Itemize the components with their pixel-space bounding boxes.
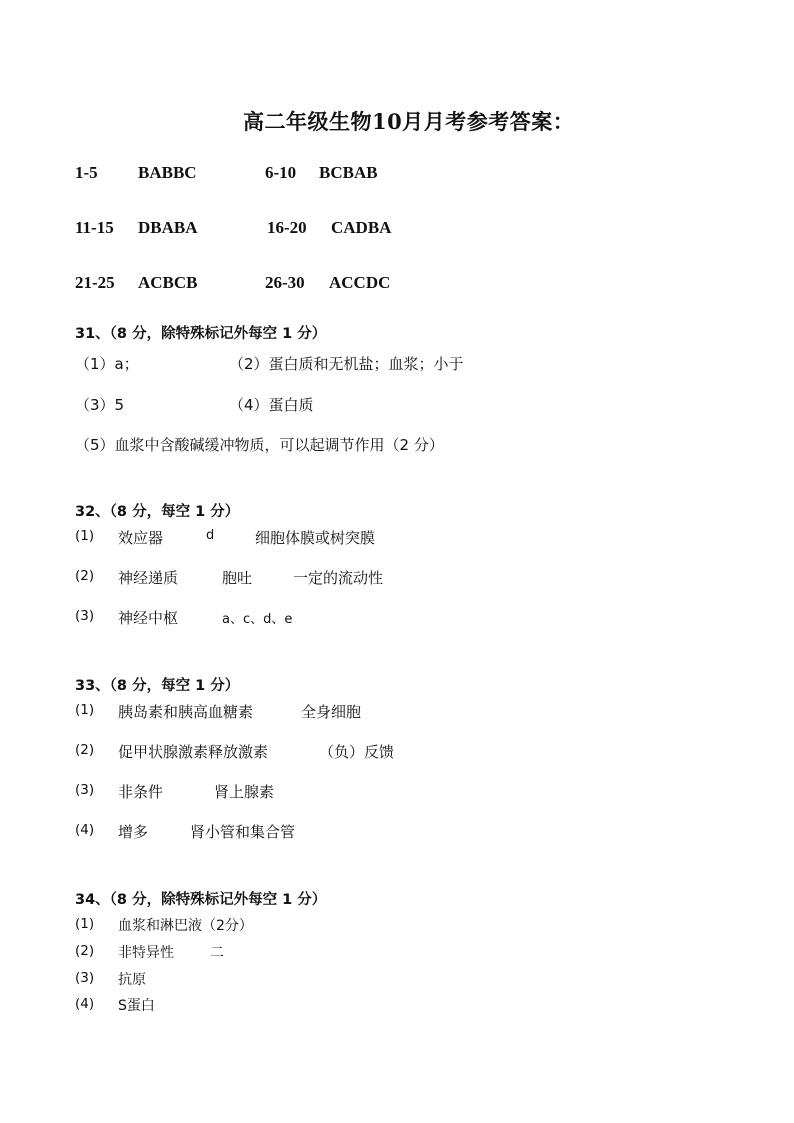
mc-range: 11-15 xyxy=(75,218,114,237)
mc-range: 6-10 xyxy=(265,163,297,182)
item-number: (1) xyxy=(75,528,95,544)
answer-text: 非特异性 xyxy=(118,945,174,961)
item-number: (2) xyxy=(75,568,95,584)
mc-answers: BCBAB xyxy=(319,163,378,182)
question-32-header: 32、（8 分，每空 1 分） xyxy=(75,504,240,520)
page-title: 高二年级生物10月月考参考答案： xyxy=(243,109,575,134)
answer-text: a、c、d、e xyxy=(222,612,293,627)
answer-text: 胞吐 xyxy=(222,569,253,587)
answer-text: 一定的流动性 xyxy=(293,569,384,587)
item-number: (4) xyxy=(75,822,95,838)
answer-text: 神经中枢 xyxy=(118,609,179,627)
question-34-header: 34、（8 分，除特殊标记外每空 1 分） xyxy=(75,892,327,908)
answer-text: 抗原 xyxy=(118,972,146,988)
answer-text: S蛋白 xyxy=(118,998,155,1014)
answer-31-4: （4）蛋白质 xyxy=(229,396,314,414)
answer-text: 神经递质 xyxy=(118,569,179,587)
answer-text: 二 xyxy=(210,945,224,961)
mc-range: 1-5 xyxy=(75,163,98,182)
answer-text: 增多 xyxy=(118,823,149,841)
mc-range: 16-20 xyxy=(267,218,307,237)
answer-text: 促甲状腺激素释放激素 xyxy=(118,743,269,761)
answer-31-3: （3）5 xyxy=(75,396,125,414)
answer-text: 非条件 xyxy=(118,783,164,801)
item-number: (2) xyxy=(75,742,95,758)
item-number: (3) xyxy=(75,970,95,986)
answer-text: 肾上腺素 xyxy=(214,783,275,801)
answer-31-1: （1）a； xyxy=(75,355,139,373)
item-number: (4) xyxy=(75,996,95,1012)
mc-answers: ACCDC xyxy=(329,273,391,292)
mc-answers: DBABA xyxy=(138,218,198,237)
item-number: (1) xyxy=(75,702,95,718)
mc-answers: CADBA xyxy=(331,218,392,237)
answer-text: 效应器 xyxy=(118,529,164,547)
item-number: (3) xyxy=(75,608,95,624)
answer-text: 血浆和淋巴液（2分） xyxy=(118,918,253,934)
answer-text: 肾小管和集合管 xyxy=(190,823,296,841)
answer-text: （负）反馈 xyxy=(319,743,395,761)
question-33-header: 33、（8 分，每空 1 分） xyxy=(75,678,240,694)
mc-range: 21-25 xyxy=(75,273,115,292)
answer-31-5: （5）血浆中含酸碱缓冲物质，可以起调节作用（2 分） xyxy=(75,436,444,454)
mc-answers: ACBCB xyxy=(138,273,198,292)
answer-text: d xyxy=(206,528,215,543)
answer-text: 胰岛素和胰高血糖素 xyxy=(118,703,254,721)
answer-text: 细胞体膜或树突膜 xyxy=(255,529,376,547)
question-31-header: 31、（8 分，除特殊标记外每空 1 分） xyxy=(75,326,327,342)
mc-answers: BABBC xyxy=(138,163,197,182)
answer-31-2: （2）蛋白质和无机盐；血浆；小于 xyxy=(229,355,464,373)
item-number: (3) xyxy=(75,782,95,798)
mc-range: 26-30 xyxy=(265,273,305,292)
item-number: (2) xyxy=(75,943,95,959)
answer-text: 全身细胞 xyxy=(301,703,362,721)
item-number: (1) xyxy=(75,916,95,932)
